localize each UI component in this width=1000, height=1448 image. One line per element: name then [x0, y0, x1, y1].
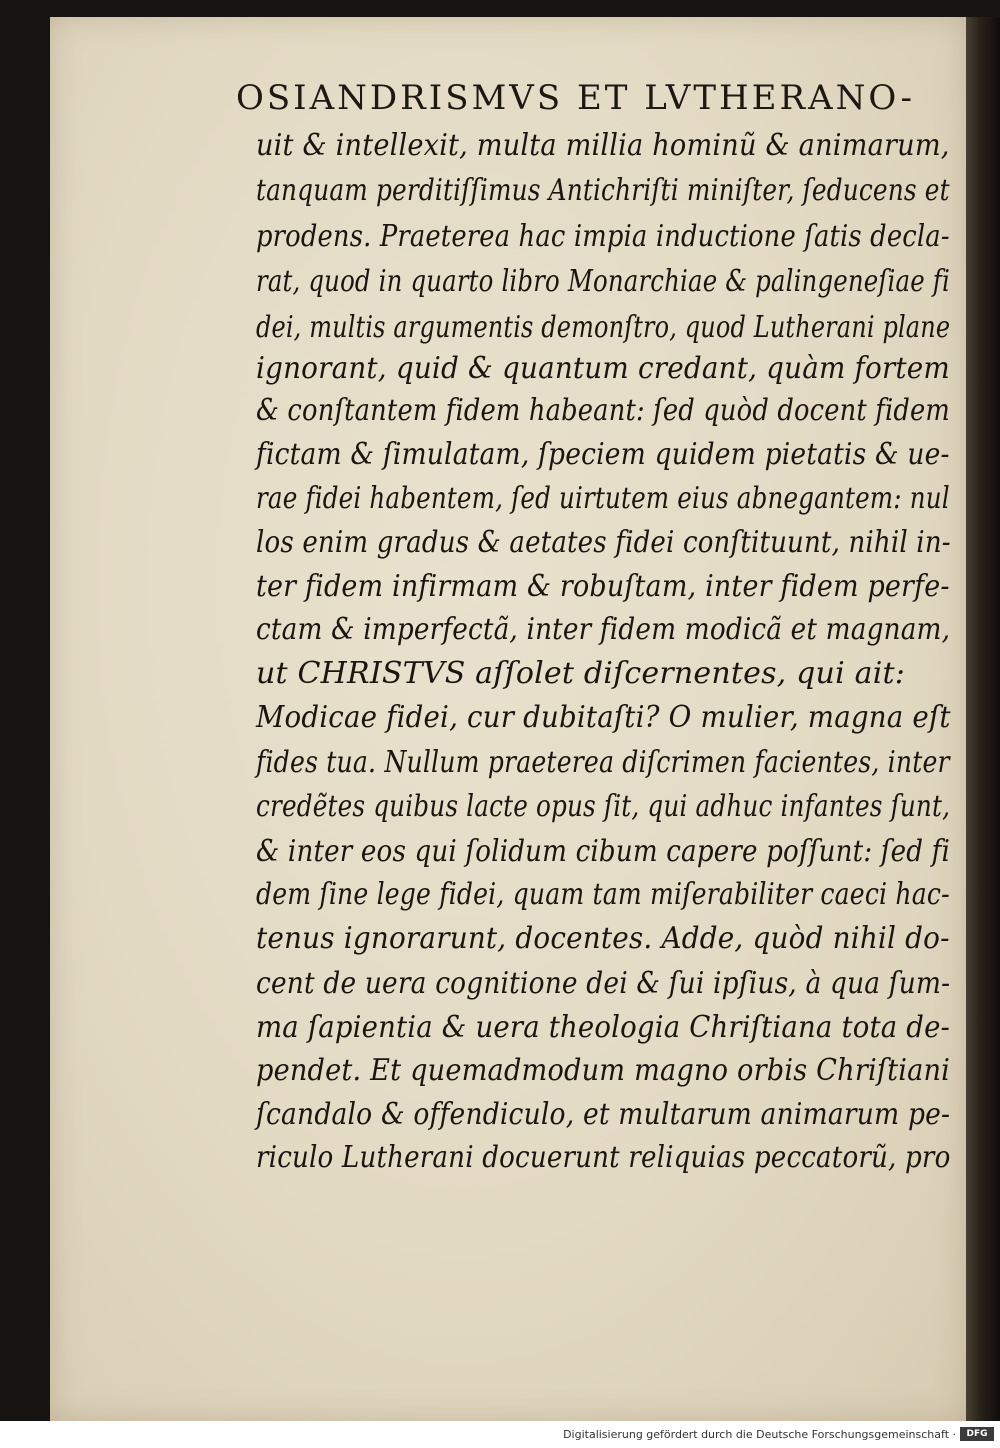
text-line: credẽtes quibus lacte opus ſit, qui adhuc infantes ſunt,	[256, 789, 951, 824]
text-line: rat, quod in quarto libro Monarchiae & palingeneſiae fi	[256, 264, 950, 299]
text-line: Modicae fidei, cur dubitaſti? O mulier, magna eſt	[256, 700, 951, 735]
text-line: prodens. Praeterea hac impia inductione ſatis decla-	[256, 219, 950, 254]
text-line: riculo Lutherani docuerunt reliquias peccatorũ, pro	[256, 1140, 951, 1175]
text-line: ma ſapientia & uera theologia Chriſtiana tota de-	[256, 1010, 951, 1045]
text-line: ctam & imperfectã, inter fidem modicã et magnam,	[256, 612, 951, 647]
text-line: fides tua. Nullum praeterea diſcrimen facientes, inter	[256, 745, 950, 780]
text-line: dem ſine lege fidei, quam tam miſerabiliter caeci hac-	[256, 877, 950, 912]
text-line: pendet. Et quemadmodum magno orbis Chriſtiani	[256, 1053, 951, 1088]
text-line: cent de uera cognitione dei & ſui ipſius, à qua ſum-	[256, 966, 951, 1001]
text-line: ut CHRISTVS aſſolet diſcernentes, qui ait:	[256, 656, 906, 691]
text-line: ignorant, quid & quantum credant, quàm fortem	[256, 351, 951, 386]
text-line: los enim gradus & aetates fidei conſtituunt, nihil in-	[256, 525, 951, 560]
text-line: fictam & ſimulatam, ſpeciem quidem pietatis & ue-	[256, 437, 950, 472]
footer-bar	[0, 1421, 1000, 1448]
text-line: ſcandalo & offendiculo, et multarum animarum pe-	[256, 1097, 951, 1132]
dfg-logo: DFG	[960, 1427, 994, 1441]
text-line: & conſtantem fidem habeant: ſed quòd docent fidem	[256, 393, 951, 428]
running-head: OSIANDRISMVS ET LVTHERANO-	[236, 78, 916, 118]
text-line: uit & intellexit, multa millia hominũ & animarum,	[256, 128, 950, 163]
text-line: tenus ignorarunt, docentes. Adde, quòd nihil do-	[256, 921, 950, 956]
funding-credit: Digitalisierung gefördert durch die Deutsche Forschungsgemeinschaft ·	[563, 1428, 956, 1441]
text-line: dei, multis argumentis demonſtro, quod Lutherani plane	[256, 310, 951, 345]
text-line: ter fidem infirmam & robuſtam, inter fidem perfe-	[256, 569, 950, 604]
text-line: tanquam perditiſſimus Antichriſti miniſter, ſeducens et	[256, 173, 950, 208]
text-line: rae fidei habentem, ſed uirtutem eius abnegantem: nul	[256, 481, 950, 516]
text-line: & inter eos qui ſolidum cibum capere poſſunt: ſed fi	[256, 834, 951, 869]
